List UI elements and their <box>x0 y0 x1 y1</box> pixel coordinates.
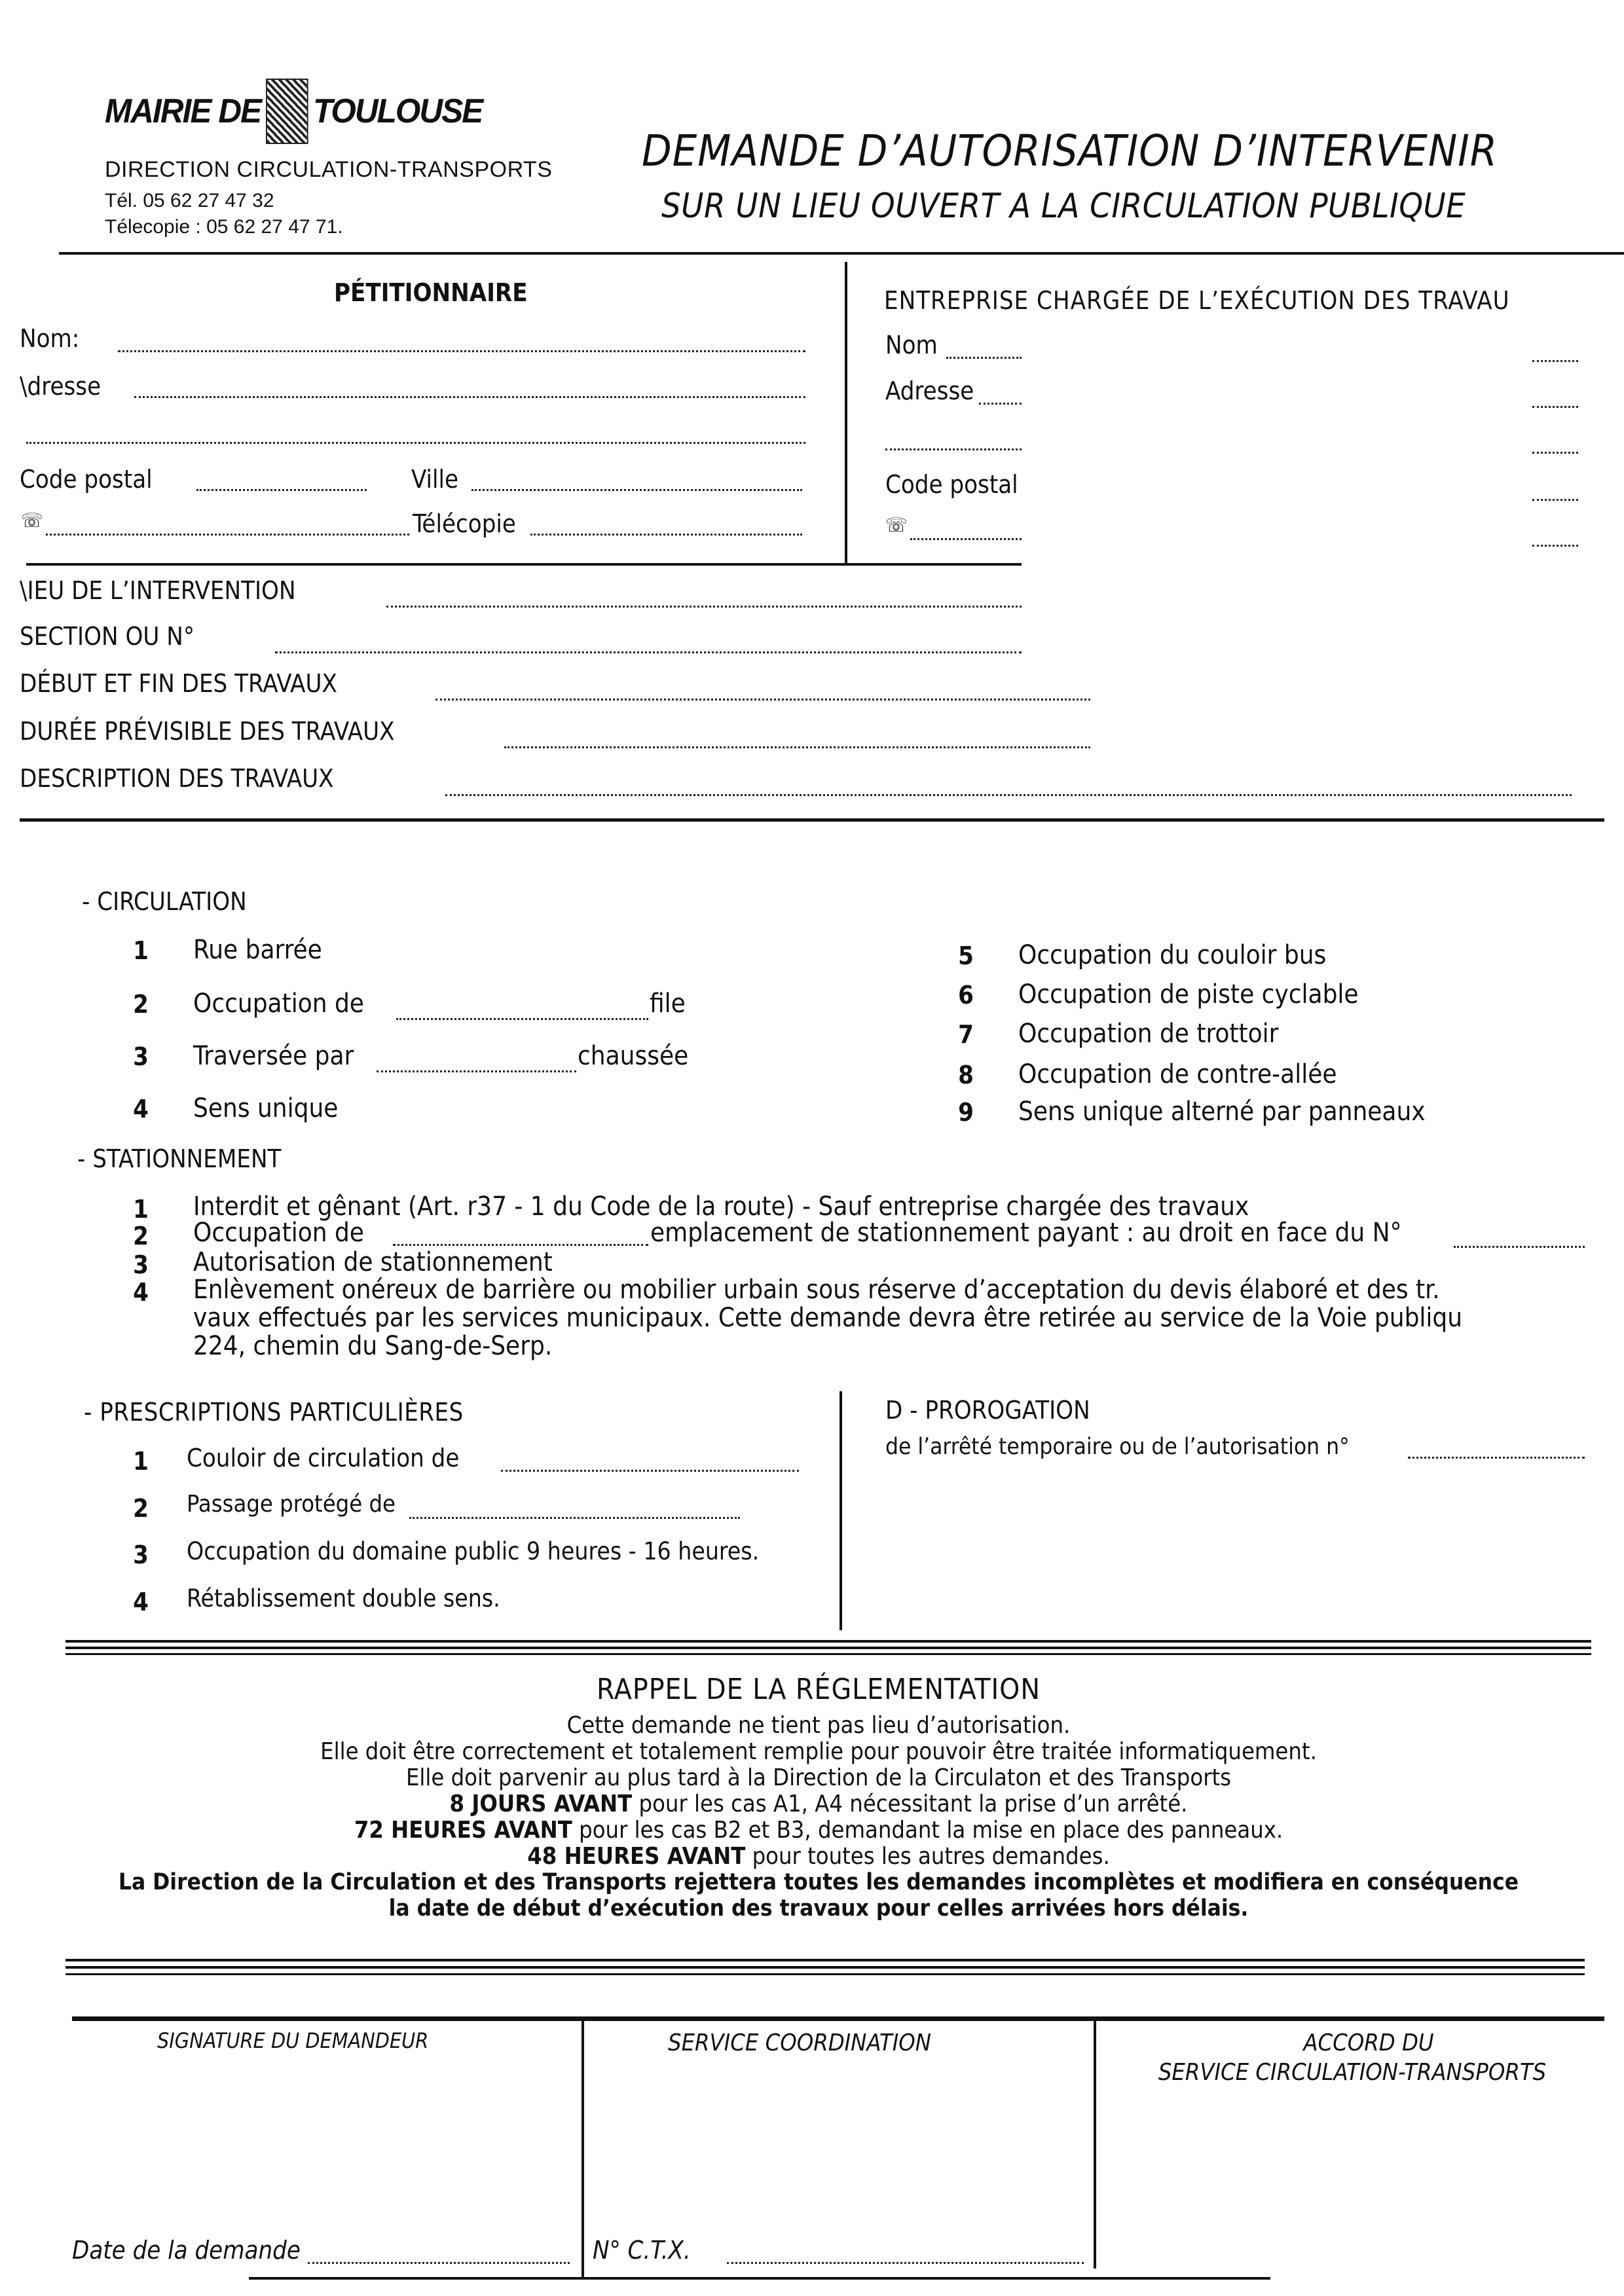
rappel-line-2: Elle doit être correctement et totalement remplie pour pouvoir être traitée informatiquement. <box>320 1738 1317 1765</box>
accord-heading-line1: ACCORD DU <box>1303 2030 1434 2056</box>
circulation-num-5: 5 <box>958 941 974 970</box>
circulation-item-2-suffix: file <box>650 989 686 1019</box>
prescriptions-passage-field[interactable] <box>409 1517 740 1519</box>
rappel-line-4 <box>65 1791 1572 1817</box>
entreprise-adresse-2-field-end[interactable] <box>1532 452 1578 454</box>
rappel-bottom-rule-2 <box>65 1966 1585 1969</box>
section-label: SECTION OU N° <box>20 622 194 651</box>
petitionnaire-phone-field[interactable] <box>46 534 409 536</box>
rappel-line-6-text: pour toutes les autres demandes. <box>745 1843 1110 1870</box>
description-label: DESCRIPTION DES TRAVAUX <box>20 764 334 793</box>
stationnement-heading: - STATIONNEMENT <box>77 1144 282 1173</box>
stationnement-num-2: 2 <box>133 1222 149 1250</box>
rappel-line-6-deadline: 48 HEURES AVANT <box>527 1843 746 1870</box>
entreprise-adresse-label: Adresse <box>885 376 974 405</box>
ctx-label: N° C.T.X. <box>593 2236 691 2265</box>
entreprise-code-postal-label: Code postal <box>885 470 1018 499</box>
rappel-line-6 <box>65 1843 1572 1870</box>
circulation-item-3: Traversée par <box>193 1041 354 1071</box>
rappel-bottom-rule-1 <box>65 1959 1585 1961</box>
rappel-line-1: Cette demande ne tient pas lieu d’autorisation. <box>566 1712 1071 1739</box>
date-field[interactable] <box>308 2262 570 2264</box>
stationnement-item-1: Interdit et gênant (Art. r37 - 1 du Code de la route) - Sauf entreprise chargée des travaux <box>193 1192 1249 1222</box>
rappel-line-5-text: pour les cas B2 et B3, demandant la mise en place des panneaux. <box>572 1817 1283 1844</box>
petitionnaire-telecopie-field[interactable] <box>530 534 802 536</box>
intervention-bottom-rule <box>20 818 1604 822</box>
circulation-heading: - CIRCULATION <box>82 887 247 916</box>
petitionnaire-adresse-field-2[interactable] <box>26 442 805 444</box>
prescriptions-divider <box>840 1391 842 1630</box>
prescriptions-heading: - PRESCRIPTIONS PARTICULIÈRES <box>84 1398 464 1427</box>
prescriptions-item-2: Passage protégé de <box>187 1491 396 1518</box>
petitionnaire-ville-label: Ville <box>411 465 459 494</box>
coordination-heading: SERVICE COORDINATION <box>668 2030 931 2056</box>
stationnement-item-2-suffix: emplacement de stationnement payant : au droit en face du N° <box>650 1218 1402 1248</box>
prescriptions-num-1: 1 <box>133 1447 149 1476</box>
petitionnaire-ville-field[interactable] <box>471 489 802 491</box>
entreprise-adresse-field[interactable] <box>979 403 1022 405</box>
petitionnaire-adresse-field[interactable] <box>134 396 805 398</box>
prescriptions-item-1: Couloir de circulation de <box>187 1444 460 1472</box>
stationnement-num-4: 4 <box>133 1278 149 1307</box>
department-name: DIRECTION CIRCULATION-TRANSPORTS <box>105 157 553 182</box>
entreprise-nom-field-end[interactable] <box>1532 360 1578 362</box>
petitionnaire-phone-icon: ☏ <box>21 509 43 532</box>
lieu-intervention-field[interactable] <box>386 606 1022 608</box>
ctx-field[interactable] <box>727 2262 1084 2264</box>
entreprise-nom-label: Nom <box>885 331 938 359</box>
petitionnaire-nom-field[interactable] <box>118 350 805 352</box>
entreprise-adresse-field-end[interactable] <box>1532 406 1578 408</box>
entreprise-code-postal-field-end[interactable] <box>1532 499 1578 501</box>
entreprise-phone-field[interactable] <box>910 538 1022 540</box>
rappel-top-rule-3 <box>65 1653 1591 1655</box>
fax-number: Télecopie : 05 62 27 47 71. <box>105 216 343 238</box>
rappel-line-7: La Direction de la Circulation et des Transports rejettera toutes les demandes incomplètes et modifiera en conséquence <box>118 1869 1519 1895</box>
circulation-item-9: Sens unique alterné par panneaux <box>1018 1097 1426 1127</box>
logo-text-right: TOULOUSE <box>312 92 483 130</box>
debut-fin-label: DÉBUT ET FIN DES TRAVAUX <box>20 669 337 698</box>
stationnement-item-2: Occupation de <box>193 1218 364 1248</box>
circulation-file-field[interactable] <box>396 1018 648 1020</box>
circulation-item-8: Occupation de contre-allée <box>1018 1059 1337 1089</box>
stationnement-num-3: 3 <box>133 1250 149 1279</box>
stationnement-item-4: Enlèvement onéreux de barrière ou mobilier urbain sous réserve d’acceptation du devis élaboré et des tr. <box>193 1275 1440 1305</box>
phone-number: Tél. 05 62 27 47 32 <box>105 190 274 211</box>
stationnement-item-4-line3: 224, chemin du Sang-de-Serp. <box>193 1331 553 1361</box>
circulation-num-2: 2 <box>133 990 149 1019</box>
prescriptions-num-4: 4 <box>133 1588 149 1616</box>
circulation-item-6: Occupation de piste cyclable <box>1018 979 1359 1010</box>
petitionnaire-heading: PÉTITIONNAIRE <box>334 278 528 307</box>
stationnement-num-1: 1 <box>133 1195 149 1224</box>
rappel-line-4-text: pour les cas A1, A4 nécessitant la prise d’un arrêté. <box>632 1791 1188 1817</box>
lieu-intervention-label: \IEU DE L’INTERVENTION <box>20 576 296 605</box>
coordination-area[interactable] <box>589 2062 1087 2219</box>
footer-divider-2 <box>1094 2020 1096 2269</box>
petitionnaire-telecopie-label: Télécopie <box>413 509 516 538</box>
entreprise-heading: ENTREPRISE CHARGÉE DE L’EXÉCUTION DES TRAVAU <box>884 286 1510 315</box>
entreprise-phone-icon: ☏ <box>885 514 908 537</box>
footer-top-rule <box>72 2016 1604 2021</box>
column-divider <box>845 262 847 563</box>
circulation-chaussee-field[interactable] <box>377 1070 576 1072</box>
rappel-line-5 <box>65 1817 1572 1844</box>
prorogation-text: de l’arrêté temporaire ou de l’autorisation n° <box>885 1434 1350 1460</box>
footer-bottom-rule <box>249 2277 1270 2280</box>
accord-area[interactable] <box>1100 2095 1598 2252</box>
date-label: Date de la demande <box>72 2236 301 2265</box>
rappel-line-8: la date de début d’exécution des travaux pour celles arrivées hors délais. <box>388 1895 1249 1922</box>
logo-text-left: MAIRIE DE <box>105 92 261 130</box>
entreprise-adresse-field-2[interactable] <box>885 448 1022 450</box>
stationnement-emplacement-field[interactable] <box>393 1244 648 1246</box>
circulation-num-3: 3 <box>133 1042 149 1071</box>
duree-label: DURÉE PRÉVISIBLE DES TRAVAUX <box>20 717 395 746</box>
logo <box>105 79 482 144</box>
circulation-num-4: 4 <box>133 1095 149 1123</box>
petitionnaire-bottom-rule <box>26 563 1022 566</box>
debut-fin-field[interactable] <box>435 699 1090 701</box>
signature-heading: SIGNATURE DU DEMANDEUR <box>157 2028 429 2053</box>
stationnement-item-4-line2: vaux effectués par les services municipaux. Cette demande devra être retirée au service de la Voie publiqu <box>193 1303 1463 1333</box>
circulation-num-7: 7 <box>958 1020 974 1049</box>
header-divider <box>59 252 1624 255</box>
circulation-item-2: Occupation de <box>193 989 364 1019</box>
circulation-num-9: 9 <box>958 1098 974 1127</box>
rappel-bottom-rule-3 <box>65 1973 1585 1975</box>
circulation-item-7: Occupation de trottoir <box>1018 1019 1279 1049</box>
description-field[interactable] <box>445 794 1572 796</box>
prorogation-heading: D - PROROGATION <box>885 1396 1090 1425</box>
footer-divider-1 <box>581 2020 584 2278</box>
prescriptions-couloir-field[interactable] <box>501 1470 799 1472</box>
prescriptions-item-4: Rétablissement double sens. <box>187 1584 500 1613</box>
rappel-heading: RAPPEL DE LA RÉGLEMENTATION <box>597 1673 1041 1706</box>
prescriptions-num-2: 2 <box>133 1494 149 1523</box>
section-field[interactable] <box>275 651 1022 653</box>
rappel-line-3: Elle doit parvenir au plus tard à la Direction de la Circulaton et des Transports <box>405 1764 1232 1791</box>
entreprise-nom-field[interactable] <box>946 357 1022 359</box>
circulation-item-3-suffix: chaussée <box>578 1041 689 1071</box>
petitionnaire-code-postal-field[interactable] <box>196 489 367 491</box>
prescriptions-item-3: Occupation du domaine public 9 heures - 16 heures. <box>187 1537 760 1565</box>
signature-area[interactable] <box>72 2062 576 2219</box>
prescriptions-num-3: 3 <box>133 1540 149 1569</box>
stationnement-numero-field[interactable] <box>1454 1246 1585 1248</box>
form-subtitle: SUR UN LIEU OUVERT A LA CIRCULATION PUBLIQUE <box>661 187 1466 226</box>
petitionnaire-code-postal-label: Code postal <box>20 465 153 494</box>
form-title: DEMANDE D’AUTORISATION D’INTERVENIR <box>642 126 1498 176</box>
rappel-line-5-deadline: 72 HEURES AVANT <box>354 1817 572 1844</box>
circulation-item-1: Rue barrée <box>193 935 322 965</box>
circulation-num-6: 6 <box>958 981 974 1010</box>
rappel-line-4-deadline: 8 JOURS AVANT <box>449 1791 633 1817</box>
circulation-num-8: 8 <box>958 1061 974 1089</box>
prorogation-numero-field[interactable] <box>1408 1457 1585 1459</box>
petitionnaire-adresse-label: \dresse <box>20 372 101 401</box>
circulation-item-4: Sens unique <box>193 1093 339 1123</box>
toulouse-crest-icon <box>266 79 308 144</box>
rappel-top-rule-1 <box>65 1640 1591 1643</box>
accord-heading-line2: SERVICE CIRCULATION-TRANSPORTS <box>1158 2059 1547 2086</box>
circulation-item-5: Occupation du couloir bus <box>1018 940 1327 970</box>
duree-field[interactable] <box>504 746 1090 748</box>
petitionnaire-nom-label: Nom: <box>20 324 80 353</box>
entreprise-phone-field-end[interactable] <box>1532 545 1578 547</box>
stationnement-item-3: Autorisation de stationnement <box>193 1247 553 1277</box>
circulation-num-1: 1 <box>133 936 149 965</box>
rappel-top-rule-2 <box>65 1647 1591 1649</box>
